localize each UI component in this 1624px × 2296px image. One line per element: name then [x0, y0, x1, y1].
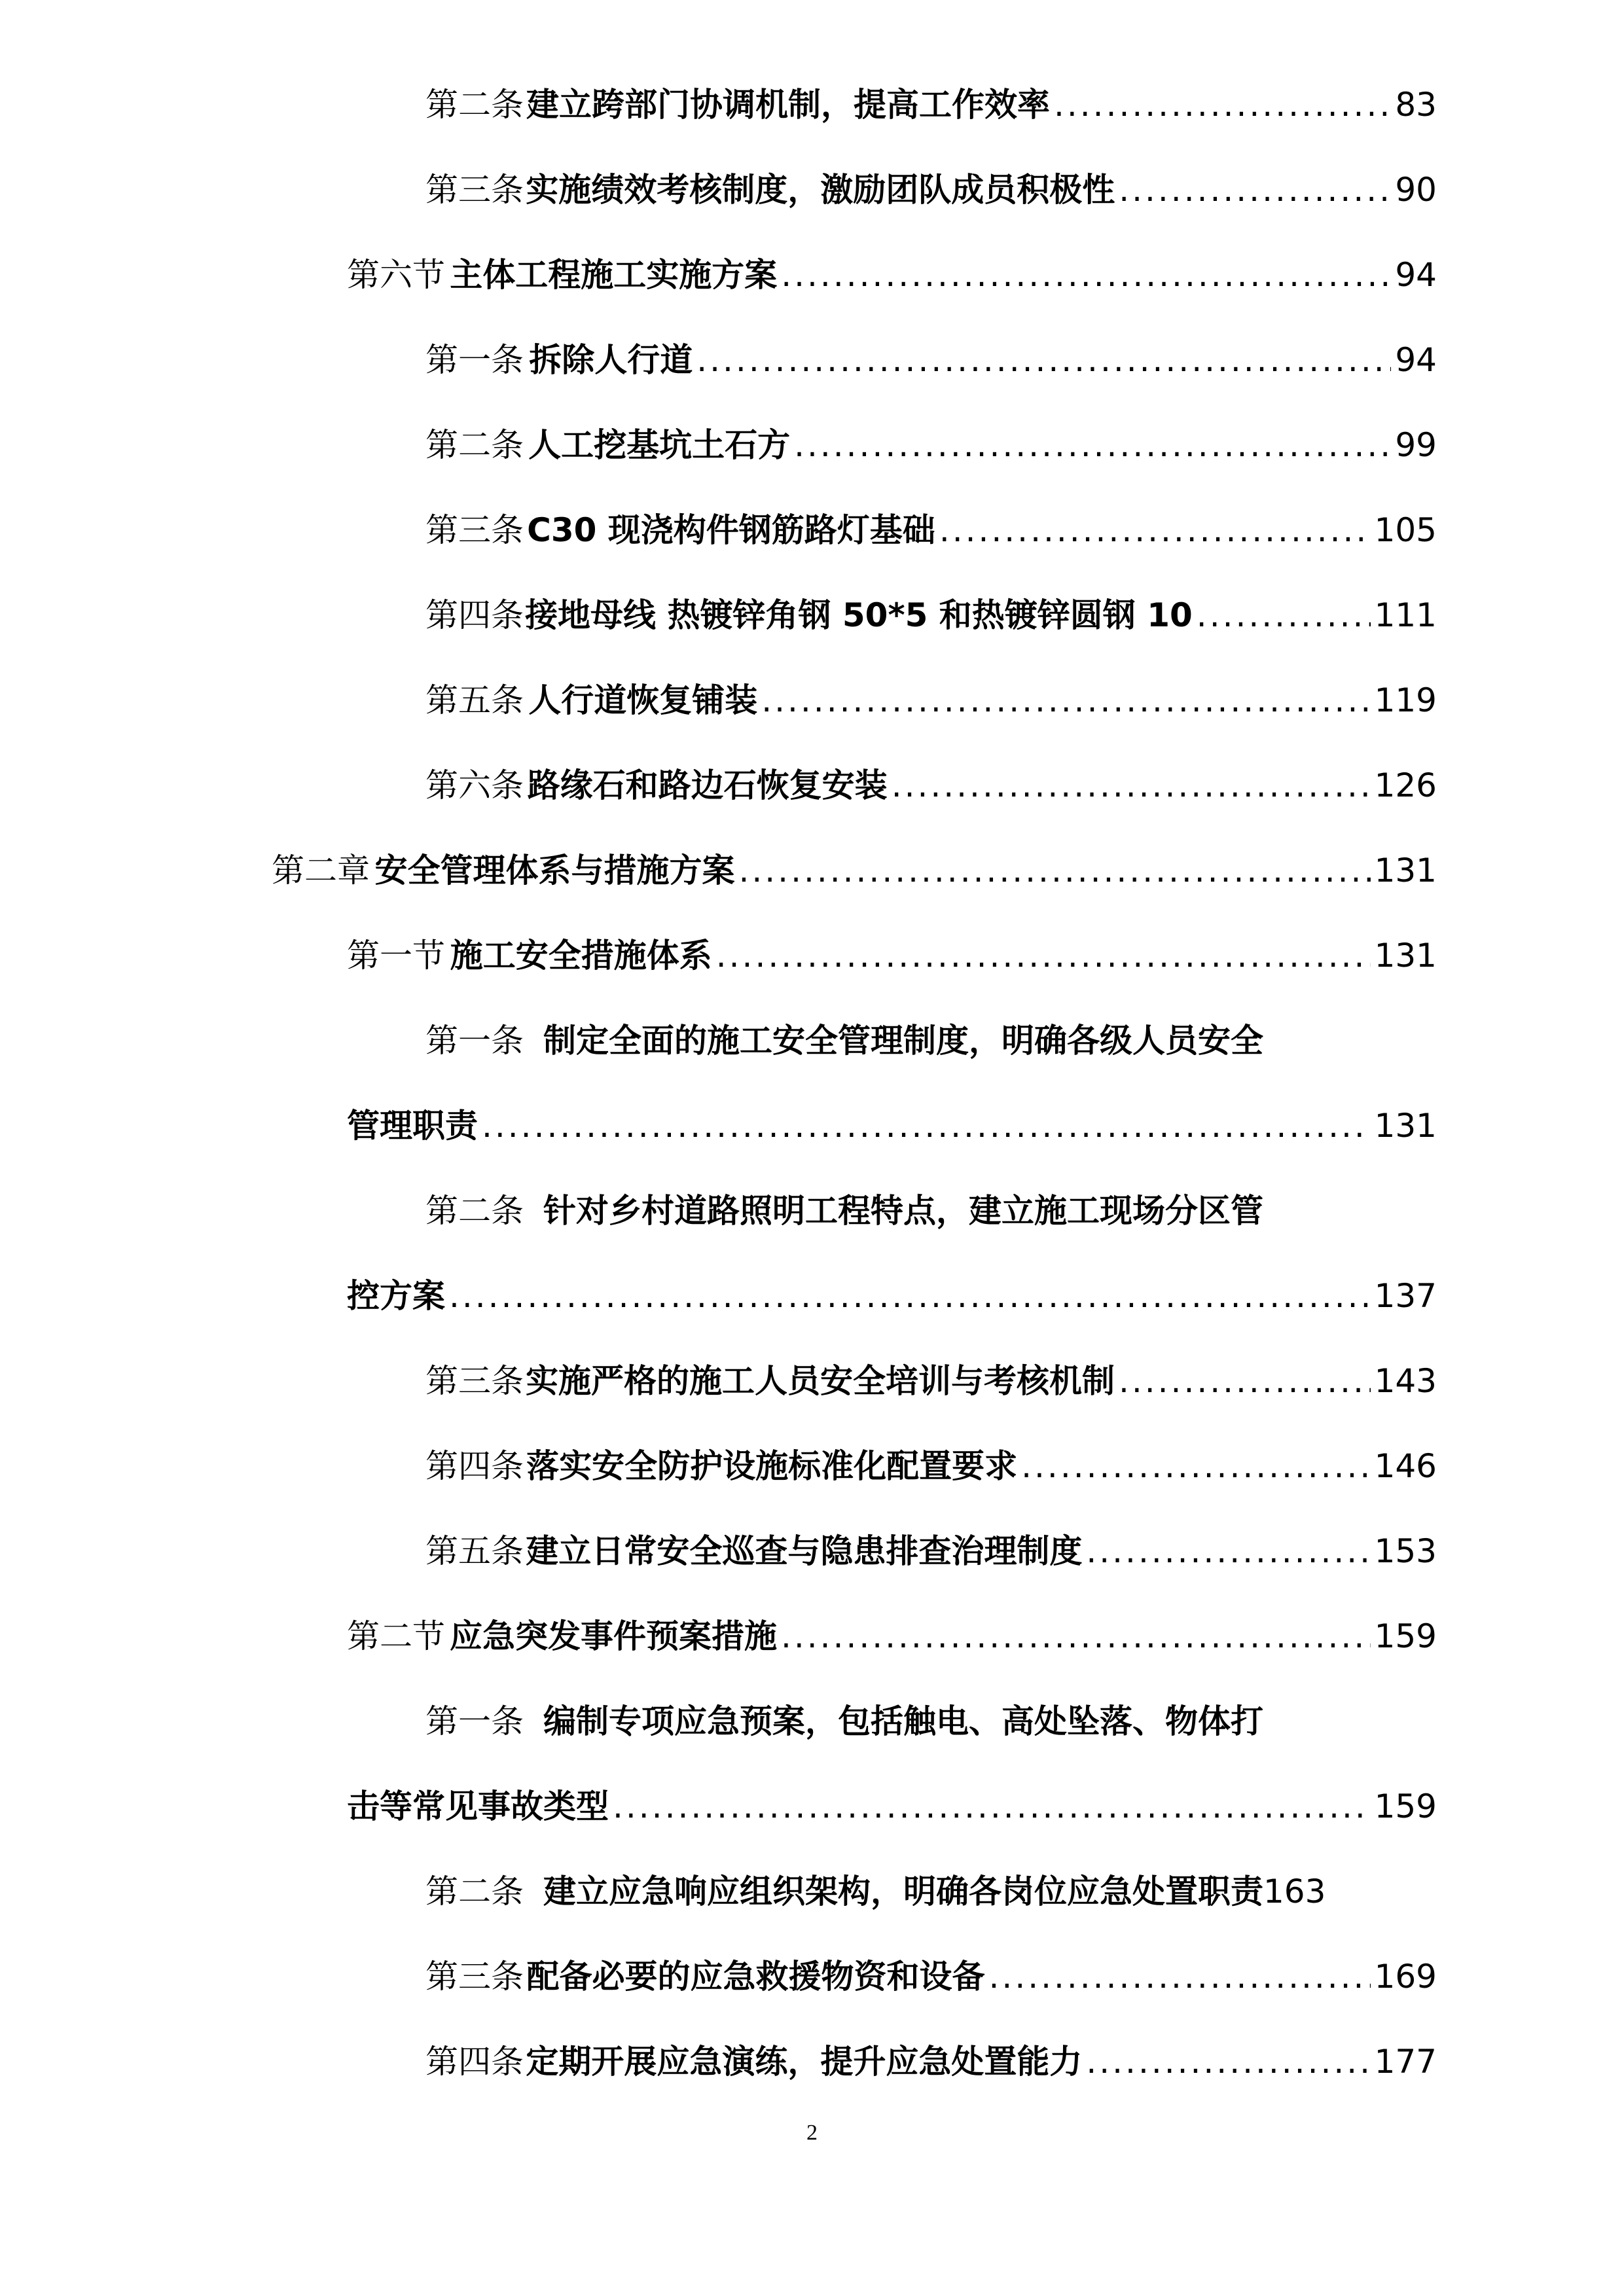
toc-entry-label: 第三条 — [425, 1362, 524, 1400]
toc-entry[interactable] — [425, 2036, 1437, 2088]
toc-entry[interactable] — [425, 79, 1437, 131]
toc-entry-page: 83 — [1395, 86, 1437, 124]
toc-entry-title-continuation: 管理职责 — [347, 1107, 478, 1145]
toc-entry[interactable] — [425, 1185, 1437, 1237]
dot-leader — [892, 759, 1371, 812]
toc-entry[interactable] — [425, 164, 1437, 216]
dot-leader — [696, 334, 1391, 386]
toc-entry-page: 131 — [1374, 937, 1437, 975]
toc-entry-page: 131 — [1374, 852, 1437, 889]
toc-chapter-entry[interactable] — [272, 844, 1437, 897]
toc-entry-title: 主体工程施工实施方案 — [450, 256, 778, 294]
toc-entry-title: C30 现浇构件钢筋路灯基础 — [527, 511, 935, 549]
toc-entry[interactable] — [425, 1865, 1473, 1918]
dot-leader — [1119, 1355, 1371, 1407]
toc-entry-title: 配备必要的应急救援物资和设备 — [526, 1958, 985, 1996]
toc-entry-page: 131 — [1374, 1107, 1437, 1145]
toc-entry[interactable] — [425, 1355, 1437, 1407]
dot-leader — [449, 1270, 1371, 1322]
toc-entry-title: 建立日常安全巡查与隐患排查治理制度 — [526, 1532, 1083, 1570]
toc-entry-title-continuation: 击等常见事故类型 — [347, 1787, 609, 1825]
dot-leader — [781, 1610, 1371, 1662]
toc-entry-page: 137 — [1374, 1277, 1437, 1315]
dot-leader — [482, 1100, 1371, 1152]
toc-entry-label: 第三条 — [425, 1958, 524, 1996]
toc-entry[interactable] — [347, 1610, 1437, 1662]
toc-entry-label: 第一条 — [425, 341, 524, 379]
toc-entry[interactable] — [425, 1014, 1437, 1067]
toc-entry-page: 153 — [1374, 1532, 1437, 1570]
page-number: 2 — [806, 2121, 818, 2145]
toc-entry[interactable] — [347, 929, 1437, 982]
toc-entry-label: 第四条 — [425, 596, 524, 634]
toc-entry-label: 第五条 — [425, 1532, 524, 1570]
toc-entry-title-continuation: 控方案 — [347, 1277, 445, 1315]
toc-entry-page: 159 — [1374, 1787, 1437, 1825]
toc-entry-label: 第二章 — [272, 852, 370, 889]
toc-entry-label: 第五条 — [425, 681, 524, 719]
toc-entry-page: 94 — [1395, 341, 1437, 379]
dot-leader — [939, 504, 1371, 556]
toc-entry-label: 第二条 — [425, 86, 524, 124]
toc-entry-title: 编制专项应急预案，包括触电、高处坠落、物体打 — [543, 1702, 1263, 1740]
dot-leader — [989, 1950, 1371, 2003]
toc-entry-title: 针对乡村道路照明工程特点，建立施工现场分区管 — [543, 1192, 1263, 1230]
toc-entry-title: 人工挖基坑土石方 — [528, 426, 791, 464]
toc-entry[interactable] — [425, 504, 1437, 556]
toc-entry-label: 第一节 — [347, 937, 445, 975]
dot-leader — [1119, 164, 1391, 216]
toc-entry-title: 建立应急响应组织架构，明确各岗位应急处置职责 — [543, 1873, 1263, 1910]
toc-entry[interactable] — [425, 1440, 1437, 1492]
toc-entry[interactable] — [425, 1950, 1437, 2003]
toc-entry-title: 定期开展应急演练，提升应急处置能力 — [526, 2043, 1083, 2081]
dot-leader — [1197, 589, 1371, 641]
toc-entry-title: 制定全面的施工安全管理制度，明确各级人员安全 — [543, 1022, 1263, 1060]
toc-entry-page: 143 — [1374, 1362, 1437, 1400]
toc-entry-label: 第三条 — [425, 511, 524, 549]
toc-entry-label: 第六条 — [425, 766, 524, 804]
toc-entry-title: 路缘石和路边石恢复安装 — [527, 766, 888, 804]
toc-entry-page: 99 — [1395, 426, 1437, 464]
toc-entry-title: 拆除人行道 — [529, 341, 693, 379]
dot-leader — [716, 929, 1371, 982]
toc-entry-title: 实施严格的施工人员安全培训与考核机制 — [525, 1362, 1115, 1400]
toc-entry-title: 建立跨部门协调机制，提高工作效率 — [526, 86, 1050, 124]
toc-entry-title: 落实安全防护设施标准化配置要求 — [526, 1447, 1018, 1485]
toc-entry[interactable] — [425, 419, 1437, 471]
toc-entry-label: 第一条 — [425, 1022, 524, 1060]
dot-leader — [794, 419, 1391, 471]
toc-entry-label: 第二条 — [425, 426, 524, 464]
toc-entry[interactable] — [425, 1695, 1437, 1748]
toc-entry[interactable] — [425, 589, 1437, 641]
toc-entry-label: 第一条 — [425, 1702, 524, 1740]
toc-entry-title: 实施绩效考核制度，激励团队成员积极性 — [526, 171, 1115, 209]
toc-entry-title: 安全管理体系与措施方案 — [374, 852, 735, 889]
dot-leader — [781, 249, 1391, 301]
toc-entry-continuation[interactable] — [347, 1780, 1437, 1833]
toc-entry-page: 90 — [1395, 171, 1437, 209]
toc-entry-page: 146 — [1374, 1447, 1437, 1485]
toc-entry-page: 105 — [1374, 511, 1437, 549]
dot-leader — [761, 674, 1370, 726]
toc-entry-page: 177 — [1374, 2043, 1437, 2081]
dot-leader — [1054, 79, 1391, 131]
toc-entry-page: 163 — [1263, 1873, 1326, 1910]
toc-entry-title: 人行道恢复铺装 — [528, 681, 758, 719]
toc-entry-page: 94 — [1395, 256, 1437, 294]
toc-entry-continuation[interactable] — [347, 1270, 1437, 1322]
dot-leader — [613, 1780, 1371, 1833]
toc-entry-continuation[interactable] — [347, 1100, 1437, 1152]
toc-entry-page: 126 — [1374, 766, 1437, 804]
toc-entry-page: 119 — [1374, 681, 1437, 719]
toc-entry[interactable] — [425, 1525, 1437, 1577]
toc-entry[interactable] — [425, 334, 1437, 386]
toc-entry-label: 第四条 — [425, 1447, 524, 1485]
toc-entry-label: 第四条 — [425, 2043, 524, 2081]
toc-entry-page: 111 — [1374, 596, 1437, 634]
toc-entry-label: 第三条 — [425, 171, 524, 209]
toc-entry-title: 施工安全措施体系 — [450, 937, 712, 975]
toc-entry[interactable] — [425, 759, 1437, 812]
dot-leader — [739, 844, 1371, 897]
toc-entry[interactable] — [347, 249, 1437, 301]
toc-entry-title: 应急突发事件预案措施 — [450, 1617, 777, 1655]
toc-entry-label: 第二条 — [425, 1192, 524, 1230]
toc-entry-label: 第二节 — [347, 1617, 445, 1655]
dot-leader — [1086, 2036, 1370, 2088]
toc-entry[interactable] — [425, 674, 1437, 726]
toc-entry-title: 接地母线 热镀锌角钢 50*5 和热镀锌圆钢 10 — [525, 596, 1193, 634]
toc-entry-label: 第二条 — [425, 1873, 524, 1910]
dot-leader — [1086, 1525, 1370, 1577]
toc-entry-page: 169 — [1374, 1958, 1437, 1996]
toc-entry-label: 第六节 — [347, 256, 445, 294]
toc-entry-page: 159 — [1374, 1617, 1437, 1655]
dot-leader — [1021, 1440, 1370, 1492]
